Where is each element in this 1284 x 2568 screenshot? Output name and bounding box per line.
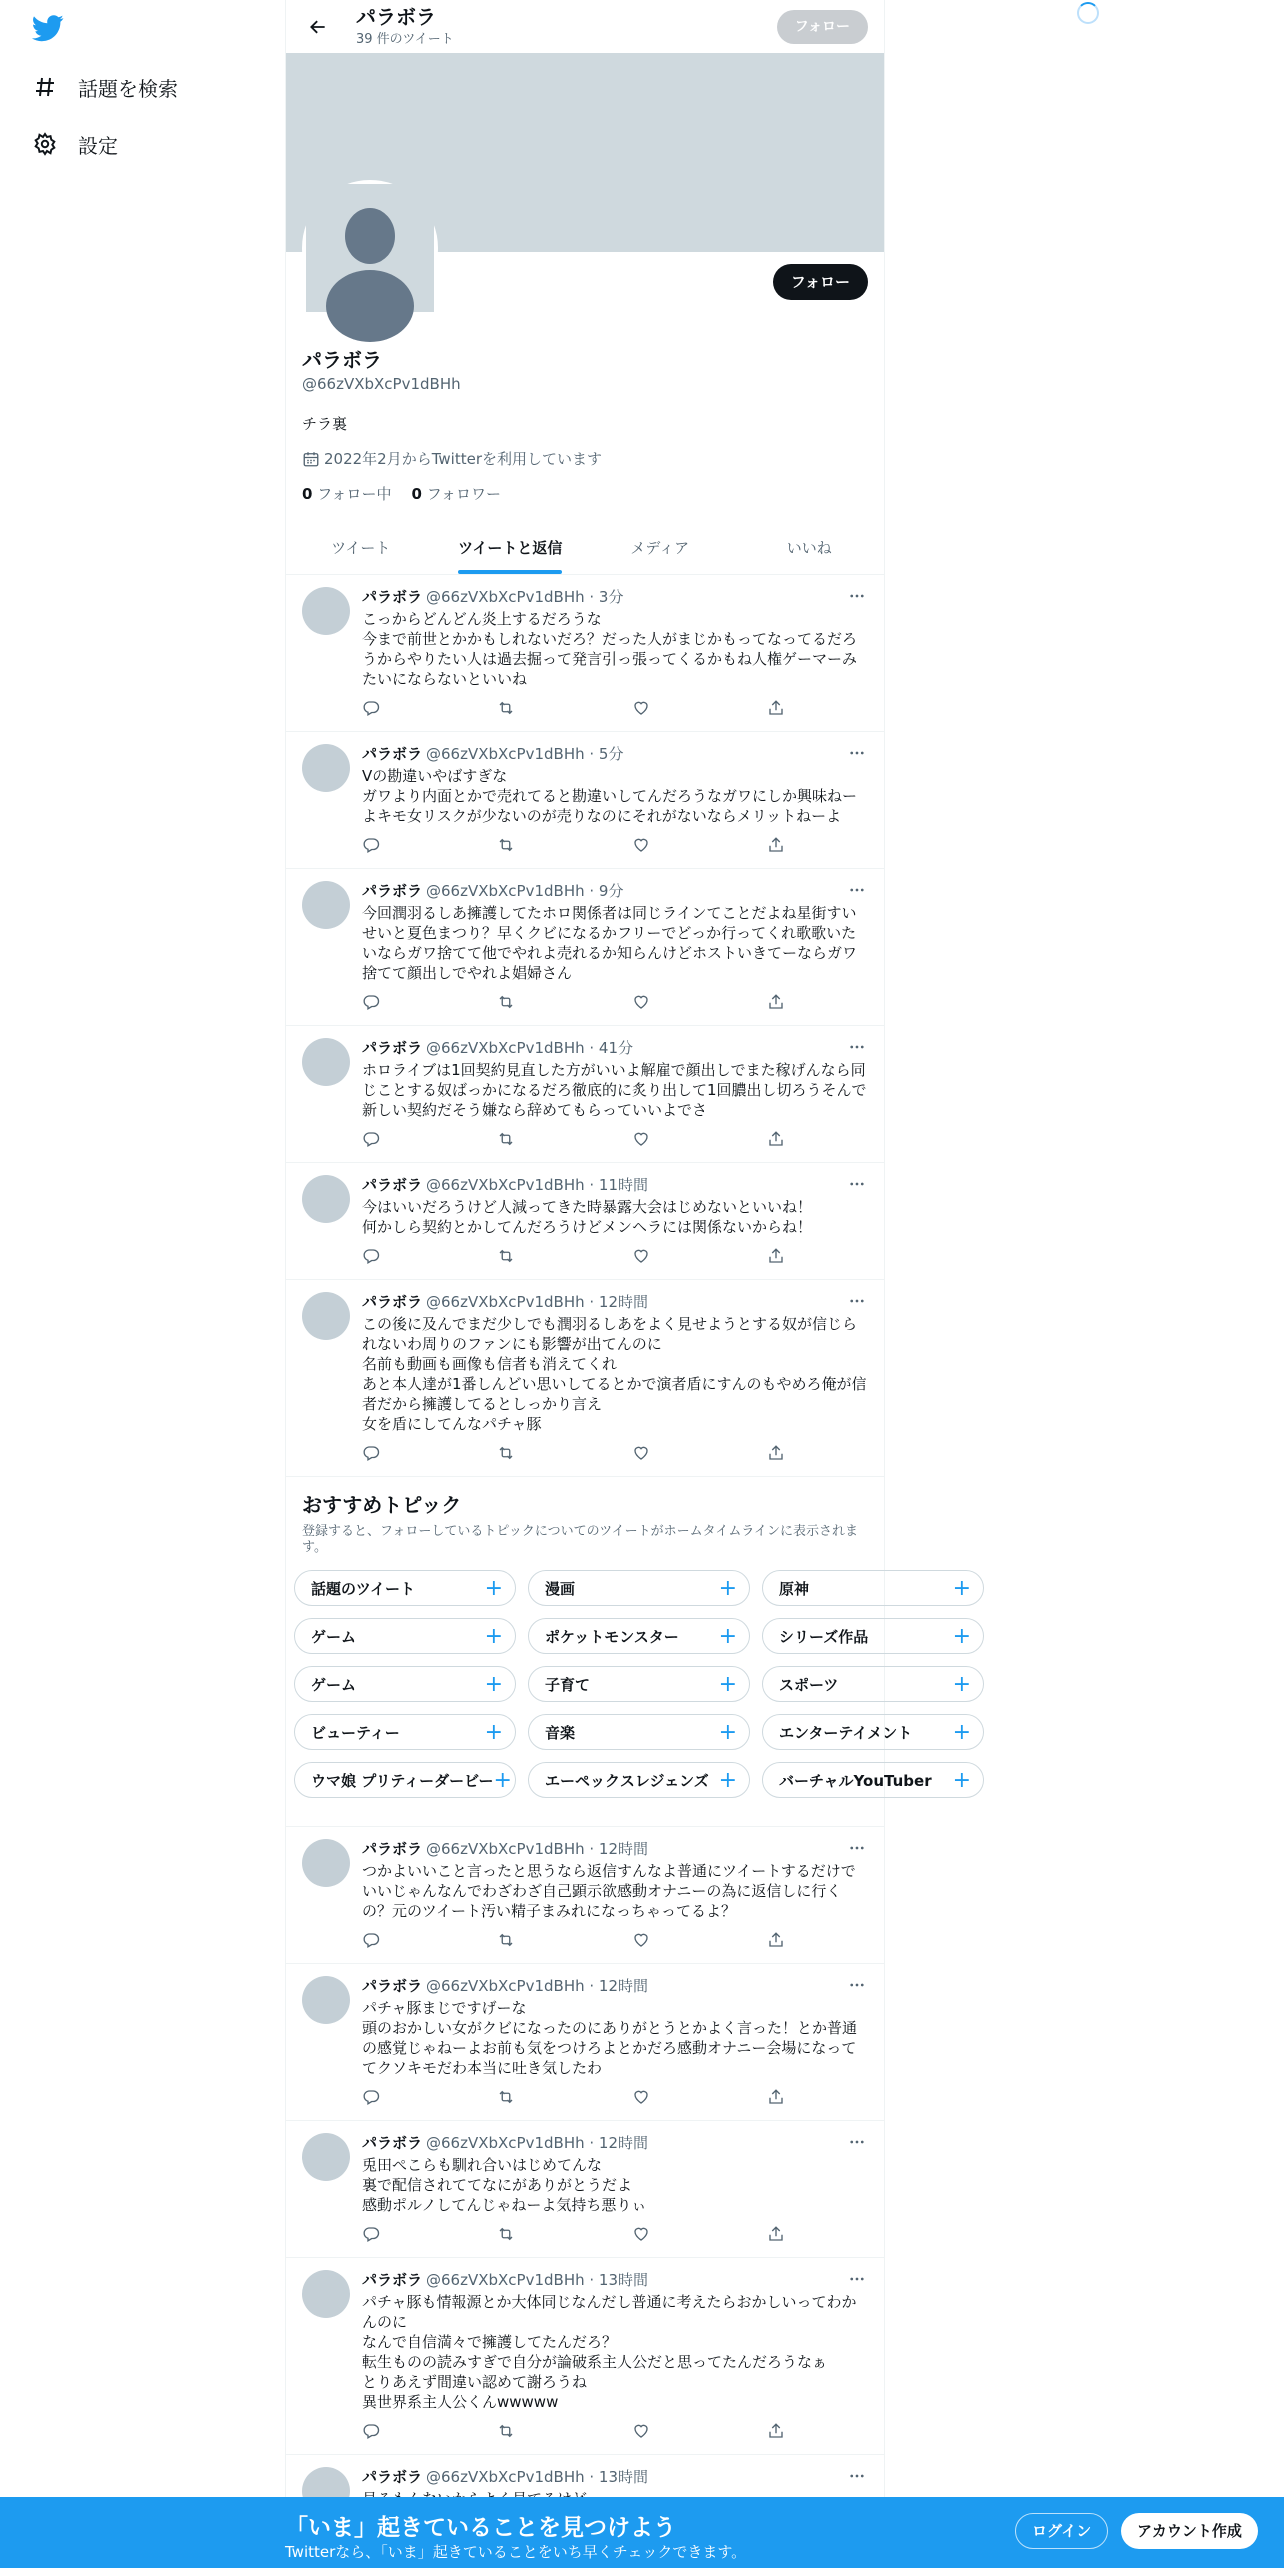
reply-icon[interactable]: [362, 2225, 382, 2245]
tweet[interactable]: [286, 1163, 884, 1280]
topic-chip-label: ゲーム: [311, 1627, 357, 1646]
tweet-text: この後に及んでまだ少しでも潤羽るしあをよく見せようとする奴が信じられないわ周りのファンにも影響が出てんのに 名前も動画も画像も信者も消えてくれ あと本人達が1番しんどい思いしてるとかで演者盾にすんのもやめろ俺が信者だから擁護してるとしっかり言え 女を盾にしてんなパチャ豚: [362, 1315, 867, 1433]
tweet-actions: [362, 1130, 787, 1150]
recommended-topics: [286, 1477, 971, 1827]
bottom-bar-title: 「いま」起きていることを見つけよう: [285, 2515, 676, 2541]
topic-chip-label: エンターテイメント: [779, 1723, 913, 1742]
topic-row: [294, 1762, 971, 1798]
tweet-text: 今はいいだろうけど人減ってきた時暴露大会はじめないといいね！ 何かしら契約とかしてんだろうけどメンヘラには関係ないからね！: [362, 1198, 813, 1236]
tab-tweets-and-replies[interactable]: ツイートと返信: [436, 522, 586, 574]
more-icon[interactable]: [848, 1175, 868, 1195]
tweet[interactable]: [286, 575, 884, 732]
profile-header-bar: [286, 0, 884, 53]
tweet-meta: @66zVXbXcPv1dBHh · 9分: [426, 882, 624, 900]
topic-row: [294, 1714, 971, 1750]
topic-chip[interactable]: [762, 1570, 984, 1606]
following-link[interactable]: 0 フォロー中: [302, 485, 392, 503]
topic-chip[interactable]: [294, 1618, 516, 1654]
topic-row: [294, 1666, 971, 1702]
reply-icon[interactable]: [362, 1247, 382, 1267]
tweet-meta: @66zVXbXcPv1dBHh · 13時間: [426, 2468, 649, 2486]
like-icon[interactable]: [632, 993, 652, 1013]
topic-chip[interactable]: [294, 1714, 516, 1750]
tweet-text: Vの勘違いやばすぎな ガワより内面とかで売れてると勘違いしてんだろうなガワにしか興味ねーよキモ女リスクが少ないのが売りなのにそれがないならメリットねーよ: [362, 767, 858, 825]
tweet-avatar[interactable]: [302, 587, 350, 635]
tweet-meta: @66zVXbXcPv1dBHh · 3分: [426, 588, 624, 606]
tweet-author-name[interactable]: パラボラ: [362, 2134, 423, 2152]
plus-icon[interactable]: +: [484, 1575, 503, 1601]
share-icon[interactable]: [767, 2225, 787, 2245]
tweet-actions: [362, 1931, 787, 1951]
topic-chip-label: 漫画: [545, 1579, 576, 1598]
calendar-icon: [302, 450, 320, 468]
like-icon[interactable]: [632, 836, 652, 856]
tweet-actions: [362, 2422, 787, 2442]
tab-likes[interactable]: いいね: [786, 539, 832, 557]
tweet-count: 39 件のツイート: [356, 32, 454, 47]
tweet-avatar[interactable]: [302, 2133, 350, 2181]
topic-chip[interactable]: [528, 1570, 750, 1606]
plus-icon[interactable]: +: [484, 1719, 503, 1745]
topic-chip-label: ポケットモンスター: [545, 1627, 679, 1646]
timeline-part-1: [286, 575, 884, 1477]
nav-settings[interactable]: [32, 124, 118, 164]
tweet-header: [362, 1175, 868, 1195]
tweet-author-name[interactable]: パラボラ: [362, 1840, 423, 1858]
more-icon[interactable]: [848, 881, 868, 901]
share-icon[interactable]: [767, 1247, 787, 1267]
retweet-icon[interactable]: [497, 699, 517, 719]
topic-chip[interactable]: [762, 1618, 984, 1654]
profile-name: パラボラ: [302, 348, 382, 372]
nav-explore[interactable]: [32, 67, 178, 107]
like-icon[interactable]: [632, 1130, 652, 1150]
topic-chip-label: エーペックスレジェンズ: [545, 1771, 709, 1790]
plus-icon[interactable]: +: [493, 1767, 512, 1793]
plus-icon[interactable]: +: [952, 1575, 971, 1601]
topic-row: [294, 1570, 971, 1606]
topic-row: [294, 1618, 971, 1654]
tweet[interactable]: [286, 869, 884, 1026]
topic-chip-label: 子育て: [545, 1675, 591, 1694]
more-icon[interactable]: [848, 1292, 868, 1312]
topic-chip-grid: [286, 1570, 971, 1798]
tab-tweets[interactable]: ツイート: [331, 539, 391, 557]
tweet-actions: [362, 2088, 787, 2108]
topic-chip[interactable]: [528, 1714, 750, 1750]
profile-avatar[interactable]: [302, 180, 438, 316]
plus-icon[interactable]: +: [952, 1671, 971, 1697]
tweet-text: パチャ豚も情報源とか大体同じなんだし普通に考えたらおかしいってわかんのに なんで自信満々で擁護してたんだろ？ 転生ものの読みすぎで自分が論破系主人公だと思ってたんだろうなぁ とりあえず間違い認めて謝ろうね 異世界系主人公くんwwwww: [362, 2293, 857, 2411]
topic-chip[interactable]: [762, 1762, 984, 1798]
topic-chip[interactable]: [762, 1666, 984, 1702]
default-avatar-icon: [306, 184, 434, 312]
retweet-icon[interactable]: [497, 2088, 517, 2108]
topic-chip[interactable]: [294, 1570, 516, 1606]
tweet-header: [362, 1292, 868, 1312]
retweet-icon[interactable]: [497, 1247, 517, 1267]
retweet-icon[interactable]: [497, 1931, 517, 1951]
tweet-author-name[interactable]: パラボラ: [362, 588, 423, 606]
tweet-avatar[interactable]: [302, 1976, 350, 2024]
reply-icon[interactable]: [362, 1444, 382, 1464]
topic-chip-label: ウマ娘 プリティーダービー: [311, 1771, 494, 1790]
retweet-icon[interactable]: [497, 2225, 517, 2245]
tweet-meta: @66zVXbXcPv1dBHh · 11時間: [426, 1176, 649, 1194]
profile-joined: [302, 448, 868, 469]
tweet-actions: [362, 699, 787, 719]
topic-chip[interactable]: [528, 1762, 750, 1798]
tweet-text: 兎田ぺこらも馴れ合いはじめてんな 裏で配信されててなにがありがとうだよ 感動ポルノしてんじゃねーよ気持ち悪りぃ: [362, 2156, 647, 2214]
like-icon[interactable]: [632, 2088, 652, 2108]
more-icon[interactable]: [848, 1839, 868, 1859]
topic-chip[interactable]: [294, 1762, 516, 1798]
share-icon[interactable]: [767, 1130, 787, 1150]
tweet[interactable]: [286, 732, 884, 869]
followers-link[interactable]: 0 フォロワー: [411, 485, 501, 503]
tweet-meta: @66zVXbXcPv1dBHh · 12時間: [426, 1293, 649, 1311]
topic-chip[interactable]: [762, 1714, 984, 1750]
tweet[interactable]: [286, 1280, 884, 1477]
tweet-header: [362, 1976, 868, 1996]
tweet-author-name[interactable]: パラボラ: [362, 1977, 423, 1995]
plus-icon[interactable]: +: [484, 1623, 503, 1649]
like-icon[interactable]: [632, 1444, 652, 1464]
tweet-actions: [362, 2225, 787, 2245]
tweet[interactable]: [286, 2121, 884, 2258]
follow-button[interactable]: フォロー: [773, 264, 868, 300]
tweet[interactable]: [286, 1964, 884, 2121]
tweet-header: [362, 881, 868, 901]
tweet-header: [362, 2467, 868, 2487]
reply-icon[interactable]: [362, 2422, 382, 2442]
like-icon[interactable]: [632, 2225, 652, 2245]
tweet-text: こっからどんどん炎上するだろうな 今まで前世とかかもしれないだろ？だった人がまじかもってなってるだろうからやりたい人は過去掘って発言引っ張ってくるかもね人権ゲーマーみたいにならないといいね: [362, 610, 858, 688]
topics-description: 登録すると、フォローしているトピックについてのツイートがホームタイムラインに表示されます。: [302, 1524, 859, 1555]
profile-info: [286, 344, 884, 504]
topic-chip-label: シリーズ作品: [779, 1627, 869, 1646]
tweet-author-name[interactable]: パラボラ: [362, 882, 423, 900]
retweet-icon[interactable]: [497, 993, 517, 1013]
reply-icon[interactable]: [362, 1931, 382, 1951]
retweet-icon[interactable]: [497, 1444, 517, 1464]
tweet-text: ホロライブは1回契約見直した方がいいよ解雇で顔出しでまた稼げんなら同じことする奴ばっかになるだろ徹底的に炙り出して1回膿出し切ろうそんで新しい契約だそう嫌なら辞めてもらっていいよでさ: [362, 1061, 867, 1119]
plus-icon[interactable]: +: [718, 1671, 737, 1697]
tweet-avatar[interactable]: [302, 1839, 350, 1887]
like-icon[interactable]: [632, 1247, 652, 1267]
nav-settings-label: 設定: [78, 133, 118, 158]
topic-chip-label: スポーツ: [779, 1675, 839, 1694]
tweet-meta: @66zVXbXcPv1dBHh · 12時間: [426, 1977, 649, 1995]
signup-button[interactable]: アカウント作成: [1121, 2513, 1258, 2549]
plus-icon[interactable]: +: [718, 1767, 737, 1793]
signup-bottom-bar: [0, 2497, 1284, 2568]
topic-chip-label: ゲーム: [311, 1675, 357, 1694]
tweet[interactable]: [286, 1026, 884, 1163]
tweet-author-name[interactable]: パラボラ: [362, 1039, 423, 1057]
tweet-avatar[interactable]: [302, 1292, 350, 1340]
more-icon[interactable]: [848, 1976, 868, 1996]
tweet-actions: [362, 836, 787, 856]
tweet-meta: @66zVXbXcPv1dBHh · 12時間: [426, 1840, 649, 1858]
tweet-meta: @66zVXbXcPv1dBHh · 5分: [426, 745, 624, 763]
more-icon[interactable]: [848, 2270, 868, 2290]
reply-icon[interactable]: [362, 699, 382, 719]
profile-tabs: [286, 522, 884, 575]
header-title: パラボラ: [356, 5, 436, 29]
topic-chip[interactable]: [528, 1618, 750, 1654]
share-icon[interactable]: [767, 1444, 787, 1464]
topics-title: おすすめトピック: [302, 1493, 462, 1517]
share-icon[interactable]: [767, 2088, 787, 2108]
plus-icon[interactable]: +: [952, 1767, 971, 1793]
tweet-header: [362, 1038, 868, 1058]
share-icon[interactable]: [767, 699, 787, 719]
more-icon[interactable]: [848, 744, 868, 764]
more-icon[interactable]: [848, 2133, 868, 2153]
profile-joined-text: 2022年2月からTwitterを利用しています: [324, 450, 602, 468]
share-icon[interactable]: [767, 1931, 787, 1951]
tweet[interactable]: [286, 1827, 884, 1964]
header-follow-button[interactable]: フォロー: [777, 10, 868, 44]
like-icon[interactable]: [632, 699, 652, 719]
more-icon[interactable]: [848, 1038, 868, 1058]
more-icon[interactable]: [848, 587, 868, 607]
tweet-author-name[interactable]: パラボラ: [362, 1293, 423, 1311]
topic-chip-label: 話題のツイート: [311, 1579, 415, 1598]
plus-icon[interactable]: +: [718, 1623, 737, 1649]
tweet-header: [362, 587, 868, 607]
like-icon[interactable]: [632, 2422, 652, 2442]
plus-icon[interactable]: +: [484, 1671, 503, 1697]
bottom-bar-subtitle: Twitterなら、「いま」起きていることをいち早くチェックできます。: [285, 2543, 747, 2561]
main-column: [285, 0, 971, 2568]
hashtag-icon: [32, 74, 58, 100]
share-icon[interactable]: [767, 993, 787, 1013]
plus-icon[interactable]: +: [952, 1623, 971, 1649]
nav-explore-label: 話題を検索: [78, 76, 178, 101]
topic-chip-label: バーチャルYouTuber: [779, 1771, 932, 1790]
tweet-avatar[interactable]: [302, 744, 350, 792]
tweet-actions: [362, 993, 787, 1013]
login-button[interactable]: ログイン: [1015, 2513, 1108, 2549]
gear-icon: [32, 131, 58, 157]
tweet-text: パチャ豚まじですげーな 頭のおかしい女がクビになったのにありがとうとかよく言った！とか普通の感覚じゃねーよお前も気をつけろよとかだろ感動オナニー会場になっててクソキモだわ本当に吐き気したわ: [362, 1999, 858, 2077]
topic-chip-label: ビューティー: [311, 1723, 400, 1742]
tweet-meta: @66zVXbXcPv1dBHh · 13時間: [426, 2271, 649, 2289]
twitter-logo-icon[interactable]: [32, 12, 64, 44]
tweet-author-name[interactable]: パラボラ: [362, 1176, 423, 1194]
reply-icon[interactable]: [362, 836, 382, 856]
tweet-text: つかよいいこと言ったと思うなら返信すんなよ普通にツイートするだけでいいじゃんなんでわざわざ自己顕示欲感動オナニーの為に返信しに行くの？元のツイート汚い精子まみれになっちゃってるよ？: [362, 1862, 856, 1920]
tweet-header: [362, 1839, 868, 1859]
tweet-author-name[interactable]: パラボラ: [362, 2468, 423, 2486]
reply-icon[interactable]: [362, 993, 382, 1013]
tweet-text: 今回潤羽るしあ擁護してたホロ関係者は同じラインてことだよね星街すいせいと夏色まつり？早くクビになるかフリーでどっか行ってくれ歌歌いたいならガワ捨てて他でやれよ売れるか知らんけどホストいきてーならガワ捨てて顔出しでやれよ娼婦さん: [362, 904, 858, 982]
share-icon[interactable]: [767, 2422, 787, 2442]
plus-icon[interactable]: +: [952, 1719, 971, 1745]
follow-stats: [302, 483, 868, 504]
tweet-author-name[interactable]: パラボラ: [362, 2271, 423, 2289]
more-icon[interactable]: [848, 2467, 868, 2487]
reply-icon[interactable]: [362, 1130, 382, 1150]
tweet-meta: @66zVXbXcPv1dBHh · 12時間: [426, 2134, 649, 2152]
plus-icon[interactable]: +: [718, 1719, 737, 1745]
tweet-actions: [362, 1247, 787, 1267]
profile-bio: チラ裏: [302, 415, 348, 433]
tab-media[interactable]: メディア: [630, 539, 690, 557]
retweet-icon[interactable]: [497, 836, 517, 856]
tweet-avatar[interactable]: [302, 1038, 350, 1086]
reply-icon[interactable]: [362, 2088, 382, 2108]
tweet-header: [362, 2270, 868, 2290]
share-icon[interactable]: [767, 836, 787, 856]
profile-top: [286, 252, 884, 344]
tweet-avatar[interactable]: [302, 2270, 350, 2318]
tweet-header: [362, 2133, 868, 2153]
tweet-avatar[interactable]: [302, 1175, 350, 1223]
left-sidebar: [0, 0, 285, 2568]
loading-spinner-icon: [1077, 2, 1099, 24]
tweet-avatar[interactable]: [302, 881, 350, 929]
tweet[interactable]: [286, 2258, 884, 2455]
topic-chip[interactable]: [528, 1666, 750, 1702]
plus-icon[interactable]: +: [718, 1575, 737, 1601]
timeline-part-2: [286, 1827, 884, 2552]
topic-chip[interactable]: [294, 1666, 516, 1702]
profile-handle: @66zVXbXcPv1dBHh: [302, 375, 461, 393]
retweet-icon[interactable]: [497, 1130, 517, 1150]
tweet-header: [362, 744, 868, 764]
retweet-icon[interactable]: [497, 2422, 517, 2442]
tweet-meta: @66zVXbXcPv1dBHh · 41分: [426, 1039, 634, 1057]
back-arrow-icon[interactable]: [302, 11, 334, 43]
topic-chip-label: 音楽: [545, 1723, 576, 1742]
topic-chip-label: 原神: [779, 1579, 810, 1598]
tweet-actions: [362, 1444, 787, 1464]
tweet-author-name[interactable]: パラボラ: [362, 745, 423, 763]
like-icon[interactable]: [632, 1931, 652, 1951]
